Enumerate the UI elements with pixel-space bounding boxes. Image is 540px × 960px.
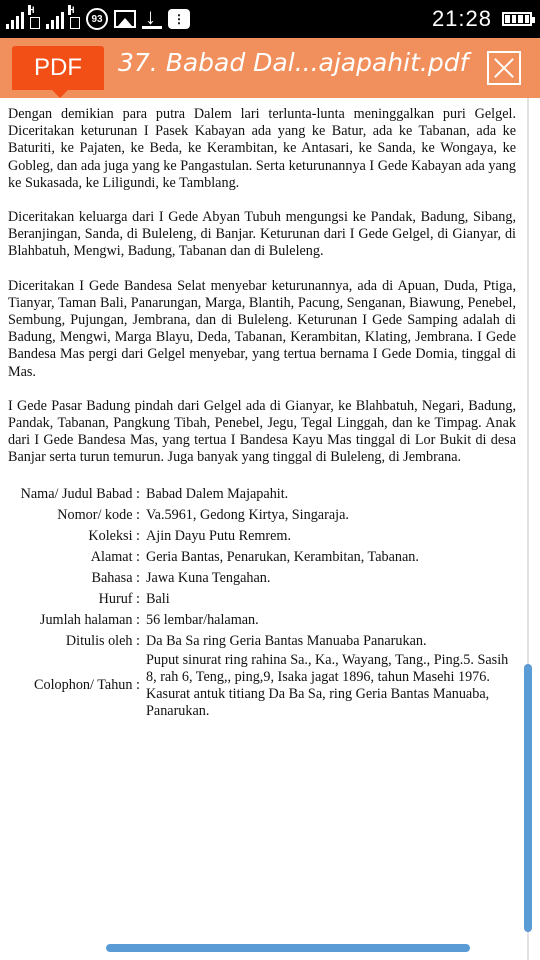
metadata-label: Koleksi :	[88, 527, 140, 544]
network-type-label: H	[28, 5, 35, 15]
horizontal-scrollbar[interactable]	[106, 944, 470, 952]
metadata-label: Alamat :	[90, 548, 140, 565]
metadata-label: Ditulis oleh :	[65, 632, 140, 649]
network-type-icon	[68, 5, 80, 29]
paragraph: I Gede Pasar Badung pindah dari Gelgel ada di Gianyar, ke Blahbatuh, Negari, Badung, Pandak, Tabanan, Pangkung Tibah, Penebel, Jegu, Tegal Linggah, dan ke Timpag. Anak dari I Gede Bandesa Mas, yang tertua I Bandesa Kayu Mas tinggal di Lor Bukit di desa Banjar serta turun temurun. Juga banyak yang tinggal di Buleleng, di Jembrana.	[8, 397, 516, 466]
metadata-value: Geria Bantas, Penarukan, Kerambitan, Tabanan.	[146, 548, 419, 565]
metadata-value: 56 lembar/halaman.	[146, 611, 259, 628]
metadata-label: Huruf :	[98, 590, 140, 607]
status-icons-right	[432, 6, 532, 32]
paragraph: Dengan demikian para putra Dalem lari terlunta-lunta meninggalkan puri Gelgel. Diceritakan keturunan I Pasek Kabayan ada yang ke Batur, ada ke Tabanan, ada ke Baturiti, ke Pajaten, ke Beda, ke Kerambitan, ke Antasari, ke Sanda, ke Wongaya, ke Gobleg, dan ada juga yang ke Pangastulan. Serta keturunannya I Gede Kabayan ada yang ke Sukasada, ke Liligundi, ke Tamblang.	[8, 106, 516, 191]
metadata-value: Babad Dalem Majapahit.	[146, 485, 289, 502]
metadata-value: Puput sinurat ring rahina Sa., Ka., Wayang, Tang., Ping.5. Sasih 8, rah 6, Teng,, ping,9, Isaka jagat 1896, tahun Masehi 1976. Kasurat antuk titiang Da Ba Sa, ring Geria Bantas Manuaba, Panarukan.	[146, 651, 509, 720]
title-bar	[0, 38, 540, 98]
metadata-value: Jawa Kuna Tengahan.	[146, 569, 271, 586]
metadata-value: Da Ba Sa ring Geria Bantas Manuaba Panarukan.	[146, 632, 427, 649]
paragraph: Diceritakan I Gede Bandesa Selat menyebar keturunannya, ada di Apuan, Duda, Ptiga, Tianyar, Taman Bali, Panarungan, Marga, Blantih, Pacung, Senganan, Biawung, Penebel, Sembung, Pujungan, Jembrana, dan di Buleleng. Keturunan I Gede Samping adalah di Badung, Mengwi, Marga Blayu, Deda, Tabanan, Kerambitan, Klating, Jembrana. I Gede Bandesa Mas pergi dari Gelgel menyebar, yang tertua bernama I Gede Domia, tinggal di Mas.	[8, 277, 516, 380]
document-content	[8, 106, 516, 720]
metadata-row	[8, 547, 516, 568]
bbm-icon: ⋮	[168, 9, 190, 29]
metadata-label: Nama/ Judul Babad :	[20, 485, 140, 502]
metadata-label: Colophon/ Tahun :	[34, 677, 140, 694]
download-icon	[142, 8, 162, 30]
metadata-value: Va.5961, Gedong Kirtya, Singaraja.	[146, 506, 349, 523]
vertical-scrollbar[interactable]	[524, 664, 532, 932]
close-button[interactable]	[487, 51, 521, 85]
status-bar	[0, 0, 540, 38]
signal-icon	[46, 9, 64, 29]
metadata-row	[8, 610, 516, 631]
status-icons-left	[6, 6, 190, 32]
image-icon	[114, 10, 136, 28]
notification-badge-icon: 93	[86, 8, 108, 30]
paragraph: Diceritakan keluarga dari I Gede Abyan Tubuh mengungsi ke Pandak, Badung, Sibang, Beranjingan, Sanda, di Buleleng, di Banjar. Keturunan dari I Gede Gelgel, di Gianyar, di Blahbatuh, Mengwi, Badung, Tabanan dan di Buleleng.	[8, 209, 516, 260]
metadata-table	[8, 484, 516, 721]
metadata-value: Bali	[146, 590, 170, 607]
clock: 21:28	[431, 6, 492, 31]
metadata-row	[8, 631, 516, 652]
metadata-label: Nomor/ kode :	[57, 506, 140, 523]
metadata-label: Jumlah halaman :	[39, 611, 140, 628]
metadata-row	[8, 484, 516, 505]
pdf-file-icon: PDF	[12, 46, 104, 90]
metadata-label: Bahasa :	[91, 569, 140, 586]
network-type-icon	[28, 5, 40, 29]
metadata-row	[8, 505, 516, 526]
network-type-label: H	[68, 5, 75, 15]
battery-icon	[502, 12, 532, 26]
metadata-value: Ajin Dayu Putu Remrem.	[146, 527, 292, 544]
metadata-row	[8, 652, 516, 721]
file-title: 37. Babad Dal...ajapahit.pdf	[118, 48, 469, 77]
metadata-row	[8, 568, 516, 589]
metadata-row	[8, 589, 516, 610]
metadata-row	[8, 526, 516, 547]
signal-icon	[6, 9, 24, 29]
